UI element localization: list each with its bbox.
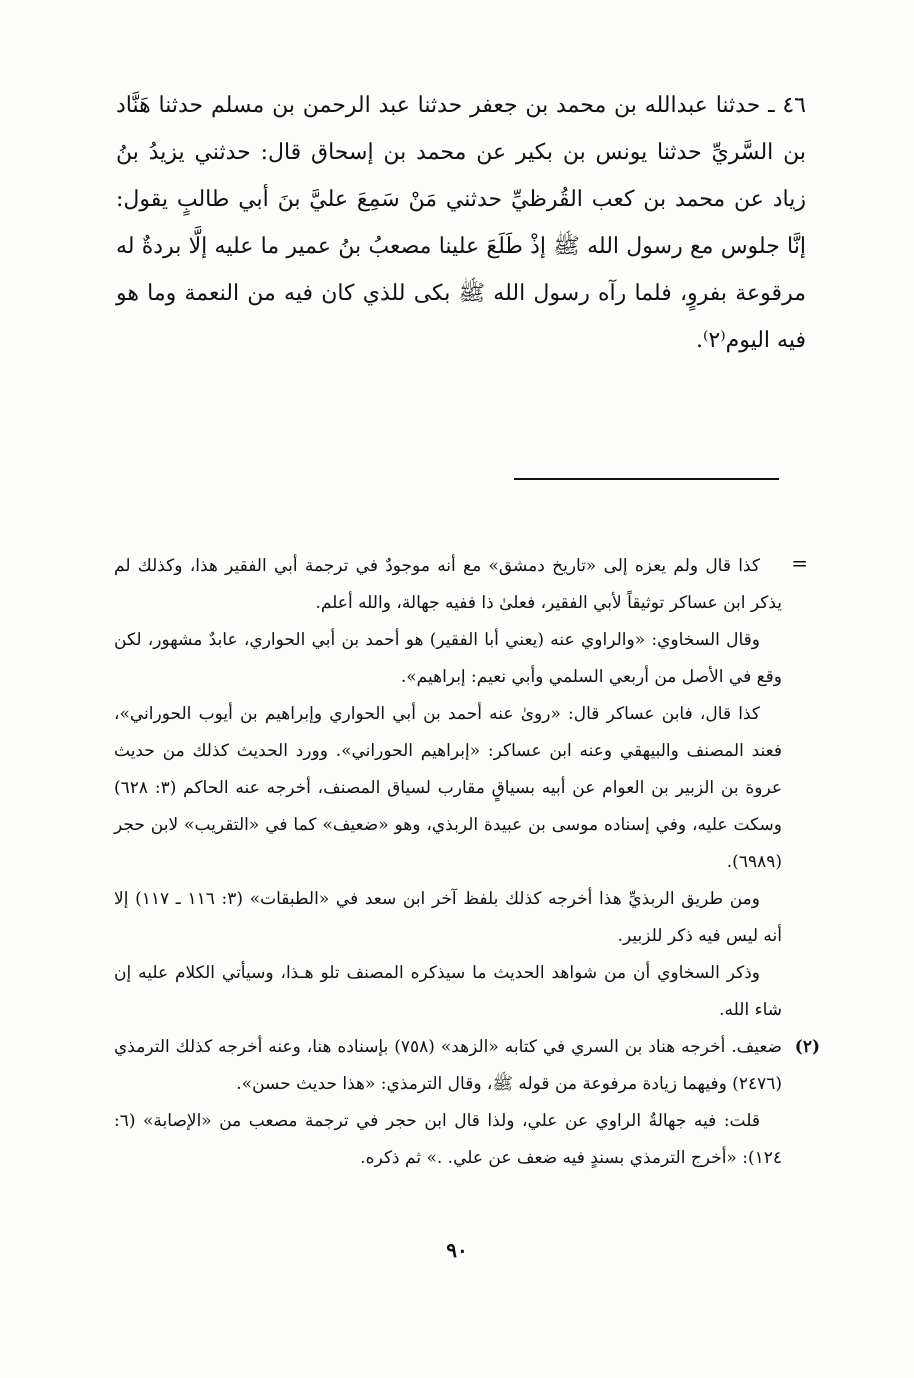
footnote-2-number: (٢) xyxy=(794,1037,820,1057)
footnote-2-text: ضعيف. أخرجه هناد بن السري في كتابه «الزهد» (٧٥٨) بإسناده هنا، وعنه أخرجه كذلك الترمذي (٢٤٧٦) وفيهما زيادة مرفوعة من قوله ﷺ، وقال الترمذي: «هذا حديث حسن». xyxy=(114,1037,782,1094)
footnote-2-followup: قلت: فيه جهالةُ الراوي عن علي، ولذا قال ابن حجر في ترجمة مصعب من «الإصابة» (٦: ١٢٤): «أخرج الترمذي بسندٍ فيه ضعف عن علي. .» ثم ذكره. xyxy=(114,1111,782,1168)
footnote-paragraph: كذا قال ولم يعزه إلى «تاريخ دمشق» مع أنه موجودٌ في ترجمة أبي الفقير هذا، وكذلك لم يذكر ابن عساكر توثيقاً لأبي الفقير، فعلىٰ ذا ففيه جهالة، والله أعلم. xyxy=(114,556,782,613)
footnote-paragraph: كذا قال، فابن عساكر قال: «روىٰ عنه أحمد بن أبي الحواري وإبراهيم بن أيوب الحوراني»، فعند المصنف والبيهقي وعنه ابن عساكر: «إبراهيم الحوراني». وورد الحديث كذلك من حديث عروة بن الزبير بن العوام عن أبيه بسياقٍ مقارب لسياق المصنف، أخرجه عنه الحاكم (٣: ٦٢٨) وسكت عليه، وفي إسناده موسى بن عبيدة الربذي، وهو «ضعيف» كما في «التقريب» لابن حجر (٦٩٨٩). xyxy=(114,704,782,872)
footnote-paragraph: وقال السخاوي: «والراوي عنه (يعني أبا الفقير) هو أحمد بن أبي الحواري، عابدٌ مشهور، لكن وقع في الأصل من أربعي السلمي وأبي نعيم: إبراهيم». xyxy=(114,630,782,687)
footnote-continuation-mark: = xyxy=(791,551,808,575)
footnotes-block xyxy=(114,548,820,1177)
footnote-separator-line xyxy=(514,478,779,480)
page-number: ٩٠ xyxy=(446,1238,468,1262)
main-text-block xyxy=(116,82,806,364)
footnote-paragraph: وذكر السخاوي أن من شواهد الحديث ما سيذكره المصنف تلو هـذا، وسيأتي الكلام عليه إن شاء الله. xyxy=(114,963,782,1020)
hadith-46-paragraph: ٤٦ ـ حدثنا عبدالله بن محمد بن جعفر حدثنا عبد الرحمن بن مسلم حدثنا هَنَّاد بن السَّريِّ حدثنا يونس بن بكير عن محمد بن إسحاق قال: حدثني يزيدُ بنُ زياد عن محمد بن كعب القُرظيِّ حدثني مَنْ سَمِعَ عليَّ بنَ أبي طالبٍ يقول: إنَّا جلوس مع رسول الله ﷺ إذْ طَلَعَ علينا مصعبُ بنُ عمير ما عليه إلَّا بردةٌ له مرقوعة بفروٍ، فلما رآه رسول الله ﷺ بكى للذي كان فيه من النعمة وما هو فيه اليوم⁽٢⁾. xyxy=(116,93,806,353)
footnote-paragraph: ومن طريق الربذيِّ هذا أخرجه كذلك بلفظ آخر ابن سعد في «الطبقات» (٣: ١١٦ ـ ١١٧) إلا أنه ليس فيه ذكر للزبير. xyxy=(114,889,782,946)
footnote-2 xyxy=(114,1029,820,1103)
